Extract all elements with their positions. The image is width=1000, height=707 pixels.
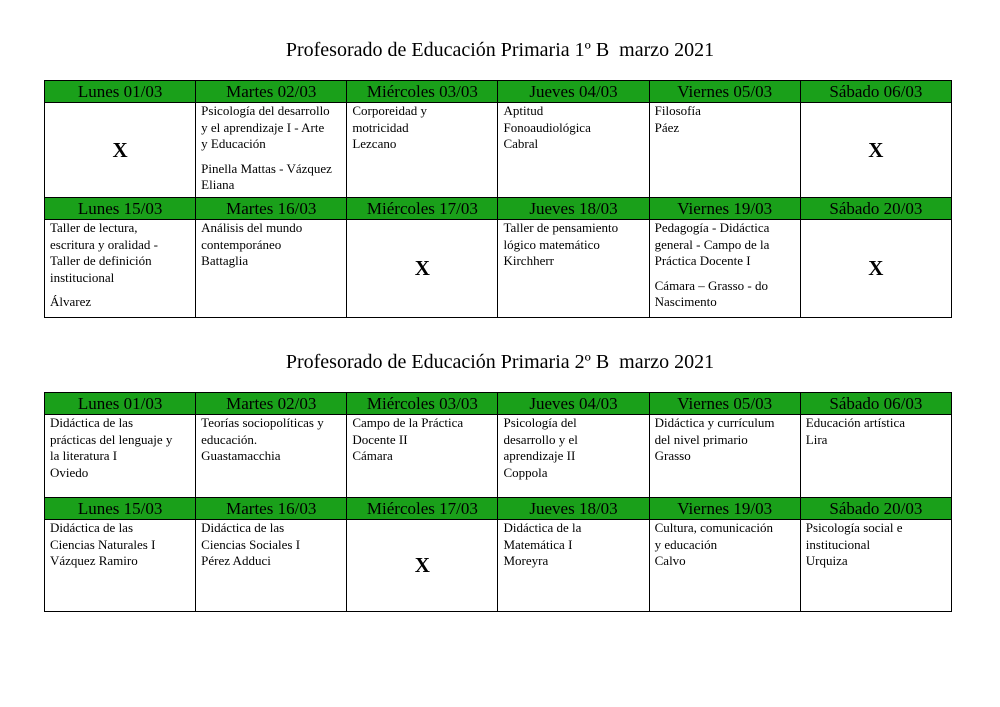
class-text-line: Educación artística — [805, 415, 906, 430]
class-cell — [196, 103, 347, 198]
class-text-line: Campo de la Práctica — [352, 415, 464, 430]
day-header: Viernes 19/03 — [649, 498, 800, 520]
class-text-line: Corporeidad y — [352, 103, 428, 118]
class-cell — [45, 220, 196, 318]
class-text-line: Ciencias Sociales I — [201, 536, 301, 552]
week-header-row — [45, 498, 952, 520]
day-header: Martes 16/03 — [196, 198, 347, 220]
class-cell — [498, 103, 649, 198]
class-text-line: Cámara – Grasso - do — [654, 277, 768, 293]
class-cell — [196, 220, 347, 318]
class-text-line: Teorías sociopolíticas y — [201, 415, 324, 430]
day-header: Lunes 01/03 — [45, 81, 196, 103]
class-text-line: motricidad — [352, 119, 409, 135]
class-text-line: Pérez Adduci — [201, 553, 271, 568]
day-header: Sábado 20/03 — [800, 498, 951, 520]
no-class-mark: X — [347, 520, 498, 612]
week-classes-row — [45, 220, 952, 318]
class-text-line: Taller de lectura, — [50, 220, 138, 235]
week-classes-row — [45, 103, 952, 198]
class-text-line: prácticas del lenguaje y — [50, 431, 173, 447]
class-text-line: Matemática I — [503, 536, 573, 552]
class-text-line: institucional — [805, 536, 871, 552]
class-text-line: Vázquez Ramiro — [50, 553, 138, 568]
class-text-line: Práctica Docente I — [654, 253, 751, 268]
day-header: Jueves 04/03 — [498, 81, 649, 103]
class-text-line: Battaglia — [201, 253, 249, 268]
class-text-line: Kirchherr — [503, 253, 554, 268]
class-text-line: Análisis del mundo — [201, 220, 303, 235]
day-header: Jueves 04/03 — [498, 393, 649, 415]
day-header: Sábado 06/03 — [800, 81, 951, 103]
day-header: Martes 02/03 — [196, 393, 347, 415]
class-text-line: Psicología del desarrollo — [201, 103, 330, 118]
class-text-line: Álvarez — [50, 294, 92, 309]
class-text-line: Lezcano — [352, 136, 397, 151]
class-text-line: aprendizaje II — [503, 448, 576, 463]
class-text-line: Guastamacchia — [201, 448, 281, 463]
class-cell — [800, 415, 951, 498]
day-header: Viernes 05/03 — [649, 81, 800, 103]
class-text-line: Taller de pensamiento — [503, 220, 619, 235]
day-header: Jueves 18/03 — [498, 198, 649, 220]
class-text-line: Taller de definición — [50, 253, 152, 268]
class-text-line: del nivel primario — [654, 431, 748, 447]
class-text-line: Aptitud — [503, 103, 544, 118]
class-text-line: Calvo — [654, 553, 686, 568]
class-text-line: contemporáneo — [201, 236, 282, 252]
class-cell — [800, 520, 951, 612]
class-text-line: Cámara — [352, 448, 393, 463]
class-cell — [196, 520, 347, 612]
class-text-line: Moreyra — [503, 553, 549, 568]
week-classes-row — [45, 520, 952, 612]
class-text-line: Psicología del — [503, 415, 577, 430]
class-text-line: Didáctica de las — [50, 520, 134, 535]
day-header: Miércoles 03/03 — [347, 393, 498, 415]
class-cell — [196, 415, 347, 498]
class-text-line: Psicología social e — [805, 520, 903, 535]
line-gap — [655, 270, 795, 278]
class-cell — [649, 415, 800, 498]
class-text-line: institucional — [50, 269, 115, 285]
line-gap — [50, 286, 190, 294]
day-header: Lunes 01/03 — [45, 393, 196, 415]
day-header: Jueves 18/03 — [498, 498, 649, 520]
class-cell — [498, 220, 649, 318]
week-header-row — [45, 393, 952, 415]
day-header: Sábado 06/03 — [800, 393, 951, 415]
class-text-line: Didáctica de la — [503, 520, 582, 535]
class-text-line: Docente II — [352, 431, 408, 447]
day-header: Miércoles 17/03 — [347, 498, 498, 520]
schedule-title-2: Profesorado de Educación Primaria 2º B marzo 2021 — [285, 351, 715, 373]
class-text-line: Fonoaudiológica — [503, 119, 591, 135]
class-text-line: Ciencias Naturales I — [50, 536, 156, 552]
schedule-table-1 — [44, 80, 952, 318]
schedule-title-1: Profesorado de Educación Primaria 1º B marzo 2021 — [285, 39, 715, 61]
class-text-line: desarrollo y el — [503, 431, 578, 447]
class-text-line: Oviedo — [50, 464, 89, 480]
class-text-line: Didáctica de las — [50, 415, 134, 430]
class-text-line: educación. — [201, 431, 258, 447]
class-text-line: Pedagogía - Didáctica — [654, 220, 770, 235]
day-header: Sábado 20/03 — [800, 198, 951, 220]
day-header: Viernes 05/03 — [649, 393, 800, 415]
no-class-mark: X — [45, 103, 196, 198]
class-cell — [649, 103, 800, 198]
day-header: Martes 16/03 — [196, 498, 347, 520]
class-cell — [347, 103, 498, 198]
class-text-line: Grasso — [654, 448, 691, 463]
class-text-line: Didáctica de las — [201, 520, 285, 535]
week-header-row — [45, 81, 952, 103]
day-header: Martes 02/03 — [196, 81, 347, 103]
class-text-line: y el aprendizaje I - Arte — [201, 119, 325, 135]
day-header: Miércoles 03/03 — [347, 81, 498, 103]
class-text-line: Cabral — [503, 136, 539, 151]
class-text-line: y educación — [654, 536, 718, 552]
class-text-line: Páez — [654, 119, 680, 135]
class-text-line: Lira — [805, 431, 828, 447]
class-text-line: escritura y oralidad - — [50, 236, 158, 252]
day-header: Lunes 15/03 — [45, 198, 196, 220]
day-header: Lunes 15/03 — [45, 498, 196, 520]
class-cell — [45, 520, 196, 612]
line-gap — [201, 153, 341, 161]
class-text-line: Didáctica y currículum — [654, 415, 775, 430]
week-header-row — [45, 198, 952, 220]
class-text-line: Urquiza — [805, 553, 848, 568]
day-header: Miércoles 17/03 — [347, 198, 498, 220]
class-text-line: Eliana — [201, 177, 235, 192]
no-class-mark: X — [347, 220, 498, 318]
class-text-line: y Educación — [201, 136, 266, 151]
class-cell — [45, 415, 196, 498]
no-class-mark: X — [800, 103, 951, 198]
week-classes-row — [45, 415, 952, 498]
class-cell — [347, 415, 498, 498]
no-class-mark: X — [800, 220, 951, 318]
day-header: Viernes 19/03 — [649, 198, 800, 220]
class-text-line: lógico matemático — [503, 236, 600, 252]
class-text-line: Pinella Mattas - Vázquez — [201, 160, 332, 176]
class-text-line: Nascimento — [654, 294, 717, 309]
class-text-line: Coppola — [503, 464, 548, 480]
class-text-line: general - Campo de la — [654, 236, 770, 252]
class-text-line: Cultura, comunicación — [654, 520, 774, 535]
class-text-line: Filosofía — [654, 103, 701, 118]
schedule-table-2 — [44, 392, 952, 612]
class-cell — [649, 220, 800, 318]
class-cell — [649, 520, 800, 612]
class-cell — [498, 520, 649, 612]
class-text-line: la literatura I — [50, 448, 118, 463]
class-cell — [498, 415, 649, 498]
